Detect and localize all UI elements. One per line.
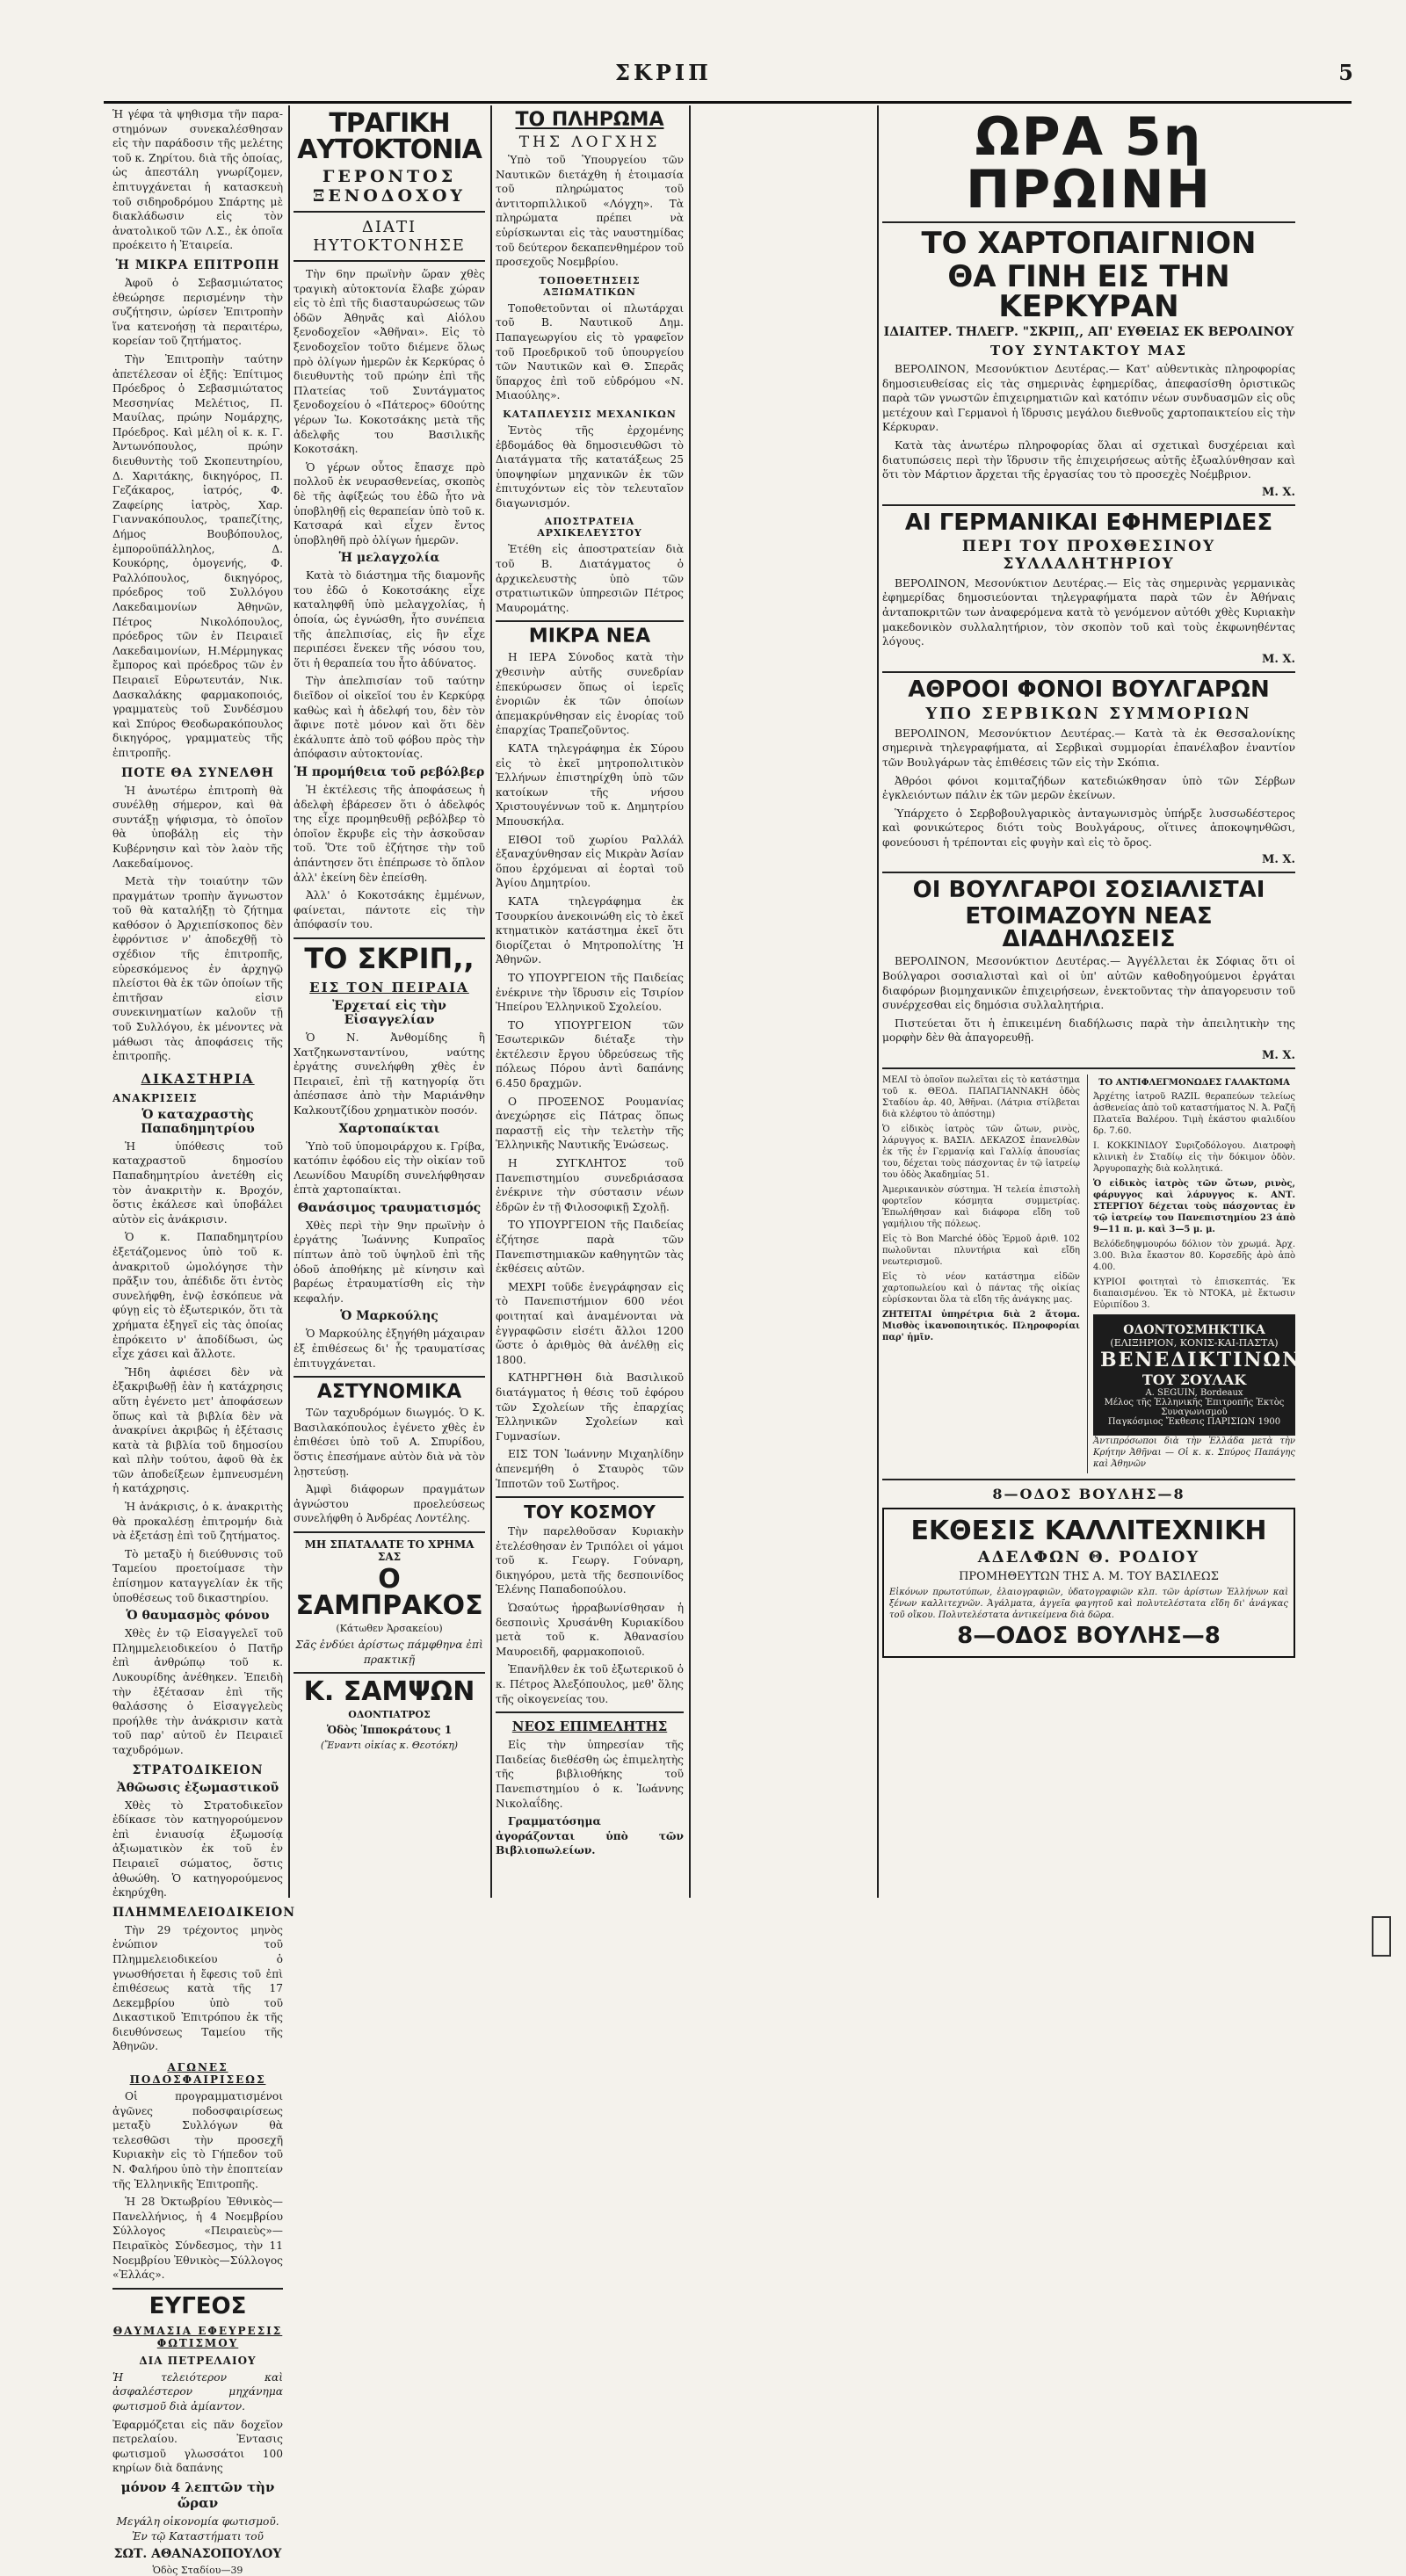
headline: ΤΡΑΓΙΚΗ ΑΥΤΟΚΤΟΝΙΑ bbox=[297, 108, 482, 165]
paragraph: Τὴν 6ην πρωϊνὴν ὥραν χθὲς τραγικὴ αὐτοκτονία ἔλαβε χώραν εἰς τὸ ἐπὶ τῆς διασταυρώσεως τῶν ὁδῶν Ἀθηνᾶς καὶ Αἰόλου ξενοδοχεῖον «Ἀθῆναι». Εἰς τὸ ξενοδοχεῖον τοῦτο διέμενε ὅλως πρὸ ὀλίγων ἡμερῶν ἐκ Κερκύρας ὁ διευθυντὴς τοῦ πρώην ἐπὶ τῆς Πλατείας τοῦ Συντάγματος ξενοδοχείου ὁ «Πάτερος» 60ούτης γέρων Ἰω. Κοκοτσάκης μετὰ τῆς ἀδελφῆς του Βασιλικῆς Κοκοτσάκη. bbox=[294, 268, 485, 456]
headline-sub: ΥΠΟ ΣΕΡΒΙΚΩΝ ΣΥΜΜΟΡΙΩΝ bbox=[925, 704, 1252, 723]
ad-subtitle: (ΕΛΙΞΗΡΙΟΝ, ΚΟΝΙΣ-ΚΑΙ-ΠΑΣΤΑ) bbox=[1110, 1337, 1279, 1350]
paragraph: Χθὲς τὸ Στρατοδικεῖον ἐδίκασε τὸν κατηγορούμενον ἐπὶ ἐνιαυσίᾳ ἐξωμοσίᾳ ἀξιωματικὸν ἐκ τοῦ ἐν Πειραιεῖ σώματος, ὅστις ἀθωώθη. Ὁ κατηγορούμενος ἐκηρύχθη. bbox=[112, 1798, 283, 1899]
address-banner: 8—ΟΔΟΣ ΒΟΥΛΗΣ—8 bbox=[957, 1623, 1221, 1650]
ad-subtitle: ΕΙΣ ΤΟΝ ΠΕΙΡΑΙΑ bbox=[309, 979, 469, 995]
classified-ad: Ἀμερικανικὸν σύστημα. Ἡ τελεία ἐπιστολὴ φορτεῖον κόσμητα συμμετρίας. Ἐπωλήθησαν καὶ διάφορα εἴδη τοῦ γαμήλιου τῆς πόλεως. bbox=[882, 1185, 1080, 1230]
ad-title: ΜΗ ΣΠΑΤΑΛΑΤΕ ΤΟ ΧΡΗΜΑ ΣΑΣ bbox=[304, 1538, 475, 1563]
paragraph: Ὁ Ν. Ἀνθομίδης ἢ Χατζηκωνσταντίνου, ναύτης ἐργάτης συνελήφθη χθὲς ἐν Πειραιεῖ, ἐπὶ τῇ κατηγορίᾳ ὅτι ἀπέσπασε ἀπὸ τὴν Μαριάνθην Καλκουτζίδου χρηματικὸν ποσόν. bbox=[294, 1031, 485, 1117]
divider bbox=[294, 1531, 485, 1533]
caption: Ἡ μελαγχολία bbox=[338, 551, 440, 566]
classified-title: ΤΟ ΑΝΤΙΦΛΕΓΜΟΝΩΔΕΣ ΓΑΛΑΚΤΩΜΑ bbox=[1098, 1078, 1290, 1089]
divider bbox=[496, 1711, 684, 1713]
paragraph: Μετὰ τὴν τοιαύτην τῶν πραγμάτων τροπὴν ἄγνωστον τοῦ θὰ καταλήξῃ τὸ ζήτημα καθόσον ὁ Ἀρχιεπίσκοπος δὲν ἐφρόντισε ν' ἀποδεχθῇ τὸ σχέδιον τῆς ἐπιτροπῆς, εὐρεσκόμενος ἐν ἀρχηγῷ πλείστοι θὰ ἐκ τῶν ὁποίων τῆς ἐπιτῆσαν εἰσιν συνεκινηματίων καλοῦν τῇ τοῦ Συλλόγου, ἐκ μένοντες νὰ μάθωσι τὰς ἀποφάσεις τῆς ἐπιτροπῆς. bbox=[112, 875, 283, 1063]
paragraph: Ἐπανῆλθεν ἐκ τοῦ ἐξωτερικοῦ ὁ κ. Πέτρος Ἀλεξόπουλος, μεθ' ὅλης τῆς οἰκογενείας του. bbox=[496, 1663, 684, 1705]
paragraph: ΤΟ ΥΠΟΥΡΓΕΙΟΝ τῆς Παιδείας ἐνέκρινε τὴν ἵδρυσιν εἰς Τσιρίον Ἡπείρου Ἑλληνικοῦ Σχολείου. bbox=[496, 971, 684, 1014]
paragraph: Πιστεύεται ὅτι ἡ ἐπικειμένη διαδήλωσις παρὰ τὴν ἀπειλητικὴν της μορφὴν δὲν θὰ ἀπαγορευθῇ. bbox=[882, 1017, 1295, 1045]
headline-sub: ΓΕΡΟΝΤΟΣ ΞΕΝΟΔΟΧΟΥ bbox=[313, 167, 466, 206]
ad-name: Κ. ΣΑΜΨΩΝ bbox=[303, 1676, 475, 1708]
ad-subtitle: ΤΟΥ ΣΟΥΛΑΚ bbox=[1141, 1371, 1247, 1389]
section-heading: Ἡ ΜΙΚΡΑ ΕΠΙΤΡΟΠΗ bbox=[115, 257, 280, 272]
classified-ad: ΖΗΤΕΙΤΑΙ ὑπηρέτρια διὰ 2 ἄτομα. Μισθὸς ἱκανοποιητικός. Πληροφορίαι παρ' ἡμῖν. bbox=[882, 1310, 1080, 1343]
divider bbox=[294, 1376, 485, 1378]
divider bbox=[496, 620, 684, 622]
column-divider bbox=[490, 105, 492, 1898]
ad-brand: ΒΕΝΕΔΙΚΤΙΝΩΝ bbox=[1100, 1349, 1302, 1372]
paragraph: Γραμματόσημα ἀγοράζονται ὑπὸ τῶν Βιβλιοπωλείων. bbox=[496, 1815, 684, 1857]
divider bbox=[882, 872, 1295, 873]
caption: Ὁ Μαρκούλης bbox=[340, 1309, 438, 1324]
paragraph: Τῶν ταχυδρόμων διωγμός. Ὁ Κ. Βασιλακόπουλος ἐγένετο χθὲς ἐν ἐπιθέσει ὑπὸ τοῦ Α. Σπυρίδου, ὅστις ἐπεσήμανε αὐτὸν διὰ νὰ τὸν λῃστεύσῃ. bbox=[294, 1407, 485, 1478]
subsection-heading: ΑΝΑΚΡΙΣΕΙΣ bbox=[112, 1091, 198, 1104]
ad-title: ΕΥΓΕΟΣ bbox=[149, 2292, 247, 2319]
section-heading: ΑΣΤΥΝΟΜΙΚΑ bbox=[316, 1381, 462, 1404]
section-heading: ΠΟΤΕ ΘΑ ΣΥΝΕΛΘΗ bbox=[121, 765, 274, 780]
paragraph: ΚΑΤΑ τηλεγράφημα ἐκ Σύρου εἰς τὸ ἐκεῖ μητροπολιτικὸν Ἑλλήνων ἐπιστηρίχθη ὑπὸ τῶν κατοίκων τῆς νήσου Χριστουγέννων τοῦ κ. Δημητρίου Μπουσκήλα. bbox=[496, 742, 684, 828]
section-heading: ΤΟΠΟΘΕΤΗΣΕΙΣ ΑΞΙΩΜΑΤΙΚΩΝ bbox=[539, 274, 641, 298]
paragraph: ΚΑΤΗΡΓΗΘΗ διὰ Βασιλικοῦ διατάγματος ἡ θέσις τοῦ ἐφόρου τῶν Σχολείων τῆς ἐπαρχίας Ἑλληνικῶν Σχολείων καὶ Γυμνασίων. bbox=[496, 1371, 684, 1443]
classified-ads bbox=[882, 1075, 1302, 1473]
column-divider bbox=[877, 105, 879, 1898]
section-heading: ΝΕΟΣ ΕΠΙΜΕΛΗΤΗΣ bbox=[511, 1719, 668, 1735]
paragraph: Η ΣΥΓΚΛΗΤΟΣ τοῦ Πανεπιστημίου συνεδριάσασα ἐνέκρινε τὴν σύστασιν νέων ἐδρῶν ἐν τῇ Φιλοσοφικῇ Σχολῇ. bbox=[496, 1157, 684, 1213]
classified-left bbox=[882, 1075, 1080, 1473]
paragraph: ΕΙΘΟΙ τοῦ χωρίου Ραλλάλ ἐξαναχύνθησαν εἰς Μικρὰν Ἀσίαν ὅπου ἐρχόμεναι αἱ ἑορταὶ τοῦ Ἀγίου Δημητρίου. bbox=[496, 833, 684, 890]
classified-ad: Εἰς τὸ Bon Marché ὁδὸς Ἑρμοῦ ἀριθ. 102 πωλοῦνται πλυντήρια καὶ εἴδη νεωτερισμοῦ. bbox=[882, 1234, 1080, 1268]
paragraph: Ὁ γέρων οὗτος ἔπασχε πρὸ πολλοῦ ἐκ νευρασθενείας, σκοπὸς δὲ τῆς ἀφίξεώς του ἐδῶ ἦτο νὰ ὑποβληθῇ εἰς θεραπείαν ὑπὸ τοῦ κ. Κατσαρά καὶ εἶχεν ἔντος ὑποβληθῆ πρὸ ὀλίγων ἡμερῶν. bbox=[294, 460, 485, 546]
paragraph: ΒΕΡΟΛΙΝΟΝ, Μεσονύκτιον Δευτέρας.— Εἰς τὰς σημερινὰς γερμανικὰς ἐφημερίδας δημοσιεύονται τηλεγραφήματα παρὰ τῶν ἐν Ἀθήναις ἀνταποκριτῶν των ἀναφερόμενα κατὰ τὸ γενόμενον αὐτόθι χθὲς Κυριακὴν μακεδονικὸν συλλαλητήριον, τὸν σκοπὸν τοῦ καὶ τοὺς ἐκφωνηθέντας λόγους. bbox=[882, 576, 1295, 648]
paragraph: Ἤδη ἀφιέσει δὲν νὰ ἐξακριβωθῇ ἐὰν ἡ κατάχρησις αὕτη ἐγένετο μετ' ἀποφάσεων ὅπως καὶ τὰ βιβλία δὲν νὰ ἀνακρίνει ἀκριβῶς ἡ ἐξέτασις κατὰ τὰ βιβλία τοῦ δημοσίου καὶ πλὴν τούτου, ἀφοῦ θὰ ἐκ τῶν ἀποδείξεων ἐμπνευσμένη ἡ κατάχρησις. bbox=[112, 1365, 283, 1495]
headline-sub: ΔΙΑΤΙ ΗΥΤΟΚΤΟΝΗΣΕ bbox=[313, 218, 466, 255]
ad-address: (Ἔναντι οἰκίας κ. Θεοτόκη) bbox=[320, 1740, 459, 1752]
ad-address: Ὁδὸς Σταδίου—39 bbox=[152, 2565, 243, 2576]
divider bbox=[294, 1672, 485, 1674]
headline-sub: ΤΟΥ ΣΥΝΤΑΚΤΟΥ ΜΑΣ bbox=[989, 343, 1188, 358]
paragraph: Ἀλλ' ὁ Κοκοτσάκης ἐμμένων, φαίνεται, πάντοτε εἰς τὴν ἀπόφασίν του. bbox=[294, 889, 485, 931]
paragraph: ΜΕΧΡΙ τοῦδε ἐνεγράφησαν εἰς τὸ Πανεπιστήμιον 600 νέοι φοιτηταί καὶ ἀναμένονται νὰ ἐγγραφῶσιν εἰσέτι ἄλλοι 1200 ὥστε ὁ ἀριθμὸς θὰ ἀνέλθῃ εἰς 1800. bbox=[496, 1280, 684, 1366]
paragraph: Χθὲς περὶ τὴν 9ην πρωϊνὴν ὁ ἐργάτης Ἰωάννης Κυπραῖος πίπτων ἀπὸ τοῦ ὑψηλοῦ ἐπὶ τῆς ὁδοῦ ἀποθήκης μὲ κίνησιν καὶ βαρέως ἐτραυματίσθη εἰς τὴν κεφαλήν. bbox=[294, 1219, 485, 1305]
section-heading: ΣΤΡΑΤΟΔΙΚΕΙΟΝ bbox=[132, 1762, 264, 1777]
divider bbox=[882, 1479, 1295, 1480]
ad-subtitle: Α. SEGUIN, Bordeaux bbox=[1145, 1388, 1243, 1399]
ad-subtitle: ΟΔΟΝΤΙΑΤΡΟΣ bbox=[348, 1709, 431, 1721]
column-3 bbox=[496, 107, 684, 1899]
section-heading: ΔΙΚΑΣΤΗΡΙΑ bbox=[141, 1070, 255, 1087]
caption: Χαρτοπαίκται bbox=[338, 1121, 440, 1136]
page-number: 5 bbox=[1338, 60, 1353, 85]
caption: Ἡ προμήθεια τοῦ ρεβόλβερ bbox=[294, 765, 485, 779]
paragraph: Εἰς τὴν ὑπηρεσίαν τῆς Παιδείας διεθέσθη ὡς ἐπιμελητὴς τῆς βιβλιοθήκης τοῦ Πανεπιστημίου ὁ κ. Ἰωάννης Νικολαΐδης. bbox=[496, 1739, 684, 1810]
masthead bbox=[0, 60, 1406, 98]
paragraph: Οἱ προγραμματισμένοι ἀγῶνες ποδοσφαιρίσεως μεταξὺ Συλλόγων θὰ τελεσθῶσι τὴν προσεχῆ Κυριακὴν εἰς τὸ Γήπεδον τοῦ Ν. Φαλήρου ὑπὸ τὴν ἐποπτείαν τῆς Ἑλληνικῆς Ἐπιτροπῆς. bbox=[112, 2090, 283, 2190]
ad-subtitle: (Κάτωθεν Ἀρσακείου) bbox=[336, 1622, 443, 1634]
paragraph: Ἀθρόοι φόνοι κομιταζήδων κατεδιώκθησαν ὑπὸ τῶν Σέρβων ἐγκλειόντων πάλιν ἐκ τῶν μερῶν ἐκείνων. bbox=[882, 774, 1295, 802]
paragraph: ΤΟ ΥΠΟΥΡΓΕΙΟΝ τῆς Παιδείας ἐζήτησε παρὰ τῶν Πανεπιστημιακῶν καθηγητῶν τὰς ἐκθέσεις αὐτῶν. bbox=[496, 1219, 684, 1276]
classified-ad: Ὁ εἰδικὸς ἰατρὸς τῶν ὤτων, ρινὸς, φάρυγγος καὶ λάρυγγος κ. ΑΝΤ. ΣΤΕΡΓΙΟΥ δέχεται τοὺς πάσχοντας ἐν τῷ ἰατρείῳ του Πανεπιστημίου 23 ἀπὸ 9—11 π. μ. καὶ 3—5 μ. μ. bbox=[1093, 1179, 1295, 1235]
headline-sub: ΤΟ ΧΑΡΤΟΠΑΙΓΝΙΟΝ bbox=[921, 226, 1257, 261]
column-1 bbox=[112, 107, 296, 2576]
paragraph: ΒΕΡΟΛΙΝΟΝ, Μεσονύκτιον Δευτέρας.— Κατὰ τὰ ἐκ Θεσσαλονίκης σημερινὰ τηλεγραφήματα, αἱ Σερβικαὶ συμμορίαι ἐπανέλαβον ἐναντίον τῶν Βουλγάρων τὰς ἐπιθέσεις τῶν εἰς τὴν Σκόπια. bbox=[882, 727, 1295, 769]
ad-address: Ὁδὸς Ἱπποκράτους 1 bbox=[326, 1724, 453, 1737]
paragraph: Ἡ ἀνωτέρω ἐπιτροπὴ θὰ συνέλθῃ σήμερον, καὶ θὰ συντάξῃ ψήφισμα, τὸ ὁποῖον θὰ ὑποβάλῃ εἰς τὴν Κυβέρνησιν καὶ τὸν λαὸν τῆς Λακεδαίμονος. bbox=[112, 784, 283, 870]
section-heading: ΜΙΚΡΑ ΝΕΑ bbox=[528, 626, 651, 648]
classified-ad: Ὁ εἰδικὸς ἰατρὸς τῶν ὤτων, ρινὸς, λάρυγγος κ. ΒΑΣΙΛ. ΔΕΚΑΖΟΣ ἐπανελθὼν ἐκ τῆς ἐν Γερμανίᾳ καὶ Γαλλίᾳ ἀπουσίας του, δέχεται τοὺς πάσχοντας ἐν τῷ ἰατρείῳ του ὁδὸς Ἀκαδημίας 51. bbox=[882, 1125, 1080, 1181]
ad-subtitle: ΑΔΕΛΦΩΝ Θ. ΡΟΔΙΟΥ bbox=[977, 1548, 1200, 1567]
divider bbox=[882, 504, 1295, 506]
paragraph: Ὑπὸ τοῦ Ὑπουργείου τῶν Ναυτικῶν διετάχθη ἡ ἑτοιμασία τοῦ πληρώματος τοῦ ἀντιτορπιλλικοῦ «Λόγχη». Τὰ πληρώματα πρέπει νὰ εὑρίσκωνται εἰς τὰς ναυστημίδας τοῦ δεύτερον δεκαπενθημέρον τοῦ προσεχοῦς Νοεμβρίου. bbox=[496, 154, 684, 269]
divider bbox=[496, 1496, 684, 1498]
classified-ad: ΚΥΡΙΟΙ φοιτηταὶ τὸ ἐπισκεπτάς. Ἐκ διαπαισμένου. Ἐκ τὸ ΝΤΟΚΑ, μὲ ἔκτωσιν Εὐριπίδου 3. bbox=[1093, 1277, 1295, 1311]
paragraph: ΒΕΡΟΛΙΝΟΝ, Μεσονύκτιον Δευτέρας.— Κατ' αὐθεντικὰς πληροφορίας δημοσιευθείσας εἰς τὰς σημερινὰς ἐφημερίδας, ἀπεφασίσθη ὁριστικῶς παρὰ τῶν γνωστῶν ἐπιχειρηματιῶν καὶ κατόπιν νέων συνδυασμῶν εἰς οὓς μετέχουν καὶ Γερμανοὶ ἡ ἵδρυσις μεγάλου διεθνοῦς χαρτοπαικτείου εἰς τὴν Κέρκυραν. bbox=[882, 363, 1295, 434]
divider bbox=[882, 221, 1295, 223]
paragraph: Χθὲς ἐν τῷ Εἰσαγγελεῖ τοῦ Πλημμελειοδικείου ὁ Πατῆρ ἐπὶ ἀνθρώπῳ τοῦ κ. Λυκουρίδης ἀνέθηκεν. Ἐπειδὴ τὴν ἐξέτασαν ἐπὶ τῆς θαλάσσης ὁ Εἰσαγγελεὺς προήλθε τὴν ἀνάκρισιν κατὰ τοῦ παρ' αὐτοῦ ἐν Πειραιεῖ ταχυδρόμων. bbox=[112, 1627, 283, 1756]
paragraph: Ἐτέθη εἰς ἀποστρατείαν διὰ τοῦ Β. Διατάγματος ὁ ἀρχικελευστὴς ὑπὸ τῶν στρατιωτικῶν ὑπηρεσιῶν Πέτρος Μαυρομάτης. bbox=[496, 543, 684, 614]
section-heading: ΚΑΤΑΠΛΕΥΣΙΣ ΜΕΧΑΝΙΚΩΝ bbox=[503, 408, 677, 420]
divider bbox=[294, 937, 485, 939]
paragraph: Ὑπὸ τοῦ ὑπομοιράρχου κ. Γρίβα, κατόπιν ἐφόδου εἰς τὴν οἰκίαν τοῦ Λεωνίδου Μαυρίδη συνελήφθησαν ἑπτὰ χαρτοπαίκται. bbox=[294, 1140, 485, 1197]
classified-ad: ΜΕΛΙ τὸ ὁποῖον πωλεῖται εἰς τὸ κατάστημα τοῦ κ. ΘΕΟΔ. ΠΑΠΑΓΙΑΝΝΑΚΗ ὁδὸς Σταδίου ἀρ. 40, Ἀθῆναι. (Λάτρια στίλβεται διὰ κλέφτου τὸ ἀπόστημ) bbox=[882, 1075, 1080, 1120]
paragraph: ΕΙΣ ΤΟΝ Ἰωάννην Μιχαηλίδην ἀπενεμήθη ὁ Σταυρὸς τῶν Ἱπποτῶν τοῦ Σωτῆρος. bbox=[496, 1448, 684, 1490]
paragraph: Ἀφοῦ ὁ Σεβασμιώτατος ἐθεώρησε περισμένην τὴν συζήτησιν, ὡρίσεν Ἐπιτροπὴν ἵνα κατενοήσῃ τὰ περαιτέρω, κορείαν τοῦ ζητήματος. bbox=[112, 276, 283, 348]
divider bbox=[294, 260, 485, 262]
signature: Μ. Χ. bbox=[1261, 485, 1295, 499]
signature: Μ. Χ. bbox=[1261, 652, 1295, 666]
headline-sub: ΘΑ ΓΙΝΗ ΕΙΣ ΤΗΝ ΚΕΡΚΥΡΑΝ bbox=[947, 259, 1230, 324]
signature: Μ. Χ. bbox=[1261, 853, 1295, 867]
headline-sub: ΙΔΙΑΙΤΕΡ. ΤΗΛΕΓΡ. "ΣΚΡΙΠ,, ΑΠ' ΕΥΘΕΙΑΣ ΕΚ ΒΕΡΟΛΙΝΟΥ bbox=[883, 325, 1294, 339]
classified-right bbox=[1087, 1075, 1302, 1473]
paragraph: ΤΟ ΥΠΟΥΡΓΕΙΟΝ τῶν Ἐσωτερικῶν διέταξε τὴν ἐκτέλεσιν ἔργου ὑδρεύσεως τῆς πόλεως Πόρου ἀντὶ δαπάνης 6.450 δραχμῶν. bbox=[496, 1018, 684, 1090]
ad-text: Εἰκόνων πρωτοτύπων, ἐλαιογραφιῶν, ὑδατογραφιῶν κλπ. τῶν ἀρίστων Ἐλλήνων καὶ ξένων καλλιτεχνῶν. Ἀγάλματα, ἀγγεῖα φαγητοῦ καὶ πολυτελέστατα εἴδη δι' ἀνάγκας τοῦ οἴκου. Πολυτελέστατα ἀντικείμενα διὰ δῶρα. bbox=[889, 1588, 1288, 1621]
ad-text: Μεγάλη οἰκονομία φωτισμοῦ. Ἐν τῷ Καταστήματι τοῦ bbox=[116, 2514, 279, 2543]
masthead-title: ΣΚΡΙΠ bbox=[615, 60, 712, 85]
paragraph: ΚΑΤΑ τηλεγράφημα ἐκ Τσουρκίου ἀνεκοινώθη εἰς τὸ ἐκεῖ κτηματικὸν κατάστημα ἐκεῖ ὅτι διορίζεται ὁ Μητροπολίτης Ἡ Ἀθηνῶν. bbox=[496, 894, 684, 966]
section-heading: ΠΛΗΜΜΕΛΕΙΟΔΙΚΕΙΟΝ bbox=[112, 1905, 296, 1920]
divider bbox=[112, 2288, 283, 2290]
headline: ΩΡΑ 5η ΠΡΩΙΝΗ bbox=[966, 106, 1212, 221]
paragraph: Ἡ ἀνάκρισις, ὁ κ. ἀνακριτὴς θὰ προκαλέσῃ ἐπιτρομήν διὰ νὰ ἐξετάσῃ ἐπὶ τοῦ ζητήματος. bbox=[112, 1501, 283, 1543]
section-heading: ΑΠΟΣΤΡΑΤΕΙΑ ΑΡΧΙΚΕΛΕΥΣΤΟΥ bbox=[537, 516, 642, 539]
caption: Ἐρχεταί εἰς τὴν Εἰσαγγελίαν bbox=[332, 998, 446, 1027]
paragraph: ΒΕΡΟΛΙΝΟΝ, Μεσονύκτιον Δευτέρας.— Ἀγγέλλεται ἐκ Σόφιας ὅτι οἱ Βούλγαροι σοσιαλισταὶ καὶ οἱ ὑπ' αὐτῶν καθοδηγούμενοι ἐργάται διαφόρων βιομηχανικῶν ἐπιχειρήσεων, ἐνεκτοῦντας τὴν ἀπαγορευσιν τοῦ συνέρχεσθαι εἰς δημόσια συλλαλητήρια. bbox=[882, 955, 1295, 1012]
signature: Μ. Χ. bbox=[1261, 1049, 1295, 1063]
top-rule bbox=[104, 101, 1352, 104]
paragraph: Ὁ κ. Παπαδημητρίου ἐξετάζομενος ὑπὸ τοῦ κ. ἀνακριτοῦ ὡμολόγησε τὴν πρᾶξιν του, ἀπέδιδε ὅτι ἐντὸς συνελήφθη, ἐνῷ ἐσκόπευε νὰ φύγῃ εἰς τὸ ἐξωτερικόν, ὅτι τὰ χρήματα ἐξηγεῖ εἰς τὰς ὁποίας ἐπρόκειτο ν' ἀποδίδωσι, ὡς εἶχε χάσει καὶ ἄλλοτε. bbox=[112, 1231, 283, 1361]
address-banner: 8—ΟΔΟΣ ΒΟΥΛΗΣ—8 bbox=[992, 1486, 1185, 1503]
section-heading: ΤΟΥ ΚΟΣΜΟΥ bbox=[524, 1501, 656, 1523]
ad-text: Σᾶς ἐνδύει ἀρίστως πάμφθηνα ἐπὶ πρακτικῇ bbox=[295, 1638, 483, 1666]
paragraph: Ὑπάρχετο ὁ Σερβοβουλγαρικὸς ἀνταγωνισμὸς ὑπήρξε λυσσωδέστερος καὶ φονικώτερος διότι τοὺς Βουλγάρους, οἵτινες ἀποκοψηνθῶσι, φονεύουσι ἡ τρέπονται εἰς φυγὴν καὶ εἰς τὸ ὄρος. bbox=[882, 807, 1295, 849]
intro-paragraph: Ἡ γέφα τὰ ψηθισμα τῆν παρα-στημόνων συνεκαλέσθησαν εἰς τὴν παράδοσιν τῆς μελέτης τοῦ κ. Ζηρίτου. διὰ τῆς ὁποίας, ὡς ἀπεστάλη γνωρίζομεν, ἐπιτυγχάνεται ἡ κατασκευὴ τοῦ σιδηροδρόμου Σπάρτης μὲ διακλάδωσιν εἰς τὸν ἀνατολικοῦ τῶν Λ.Σ., ἐκ ὁποῖα προέκειτο ἡ Ἐταιρεία. bbox=[112, 108, 283, 252]
caption: Ὁ καταχραστὴς Παπαδημητρίου bbox=[141, 1107, 255, 1136]
caption: Ἀθῶωσις ἐξωμαστικοῦ bbox=[116, 1780, 279, 1795]
column-4 bbox=[882, 106, 1302, 1899]
classified-ad: Βελόδεδηψμουρόω δόλιον τὸν χρωμά. Ἀρχ. 3.00. Βιλα ἔκαστον 80. Κορσεδῆς ἀρὸ ἀπὸ 4.00. bbox=[1093, 1240, 1295, 1273]
headline: ΕΤΟΙΜΑΖΟΥΝ ΝΕΑΣ ΔΙΑΔΗΛΩΣΕΙΣ bbox=[965, 903, 1213, 953]
paragraph: Ἡ ἐκτέλεσις τῆς ἀποφάσεως ἡ ἀδελφὴ ἐβάρεσεν ὅτι ὁ ἀδελφός της εἶχε προμηθευθῇ ρεβόλβερ τὸ ὁποῖον ἔκρυβε εἰς τὴν ἀσκοῦσαν τοῦ. Ὅτε τοῦ ἐζήτησε τὴν τοῦ ἀπάντησεν ὅτι ἐπέπρωσε τὸ ὅπλον ἀλλ' ἐκείνη δὲν ἐπείσθη. bbox=[294, 784, 485, 884]
paragraph: Ο ΠΡΟΞΕΝΟΣ Ρουμανίας ἀνεχώρησε εἰς Πάτρας ὅπως παραστῇ εἰς τὴν τελετὴν τῆς Ἑλληνικῆς Ναυτικῆς Ἑνώσεως. bbox=[496, 1095, 684, 1152]
paragraph: Ἡ 28 Ὀκτωβρίου Ἐθνικὸς—Πανελλήνιος, ἡ 4 Νοεμβρίου Σύλλογος «Πειραιεὺς»—Πειραϊκὸς Σύνδεσμος, τὴν 11 Νοεμβρίου Ἐθνικὸς—Σύλλογος «Ἑλλάς». bbox=[112, 2196, 283, 2282]
ad-name: ΣΩΤ. ΑΘΑΝΑΣΟΠΟΥΛΟΥ bbox=[113, 2547, 282, 2562]
divider bbox=[294, 211, 485, 213]
ad-subtitle: Μέλος τῆς Ἑλληνικῆς Ἐπιτροπῆς Ἐκτὸς Συναγωνισμοῦ bbox=[1104, 1398, 1285, 1418]
headline: ΤΟ ΠΛΗΡΩΜΑ bbox=[515, 109, 664, 131]
ad-text: Ἐφαρμόζεται εἰς πᾶν δοχεῖον πετρελαίου. Ἐντασις φωτισμοῦ γλωσσάτοι 100 κηρίων διὰ δαπάνης bbox=[112, 2418, 283, 2475]
headline: ΑΙ ΓΕΡΜΑΝΙΚΑΙ ΕΦΗΜΕΡΙΔΕΣ bbox=[904, 509, 1273, 536]
paragraph: Ἐντὸς τῆς ἐρχομένης ἑβδομάδος θὰ δημοσιευθῶσι τὸ Διατάγματα τῆς κατατάξεως 25 ὑποψηφίων μηχανικῶν ἐκ τῶν ἐπιτυχόντων εἰς τὸν τελευταῖον διαγωνισμόν. bbox=[496, 423, 684, 510]
caption: Θανάσιμος τραυματισμός bbox=[297, 1200, 482, 1215]
paragraph: Ἡ ὑπόθεσις τοῦ καταχραστοῦ δημοσίου Παπαδημητρίου ἀνετέθη εἰς τὸν ἀνακριτὴν κ. Βροχόν, ὅστις ἐκάλεσε καὶ ὑποβάλει αὐτὸν εἰς ἀνάκρισιν. bbox=[112, 1140, 283, 1226]
ad-title: ΕΚΘΕΣΙΣ ΚΑΛΛΙΤΕΧΝΙΚΗ bbox=[910, 1516, 1267, 1547]
ad-title: ΤΟ ΣΚΡΙΠ,, bbox=[304, 941, 475, 975]
headline: ΑΘΡΟΟΙ ΦΟΝΟΙ ΒΟΥΛΓΑΡΩΝ bbox=[908, 676, 1270, 703]
headline-sub: ΤΗΣ ΛΟΓΧΗΣ bbox=[518, 134, 661, 151]
ad-subtitle: Παγκόσμιος Ἔκθεσις ΠΑΡΙΣΙΩΝ 1900 bbox=[1107, 1417, 1281, 1428]
headline-sub: ΠΕΡΙ ΤΟΥ ΠΡΟΧΘΕΣΙΝΟΥ ΣΥΛΛΑΛΗΤΗΡΙΟΥ bbox=[961, 537, 1216, 573]
section-heading: ΑΓΩΝΕΣ ΠΟΔΟΣΦΑΙΡΙΣΕΩΣ bbox=[129, 2061, 266, 2087]
paragraph: Ὡσαύτως ἠρραβωνίσθησαν ἡ δεσποινὶς Χρυσάνθη Κυριακίδου μετὰ τοῦ κ. Ἀθανασίου Μαυροειδῆ, φαρμακοποιοῦ. bbox=[496, 1602, 684, 1658]
paragraph: Ἀμφὶ διάφορων πραγμάτων ἀγνώστου προελεύσεως συνελήφθη ὁ Ἀνδρέας Λοντέλης. bbox=[294, 1483, 485, 1525]
toothpaste-ad bbox=[1093, 1314, 1302, 1436]
ad-highlight: μόνον 4 λεπτῶν τὴν ὥραν bbox=[120, 2478, 275, 2511]
column-divider bbox=[689, 105, 691, 1898]
classified-ad: Ἀρχέτης ἰατροῦ RAZIL θεραπεύων τελείως ἀσθενείας ἀπὸ τοῦ καταστήματος Ν. Ἀ. Ραζῆ Πλατεῖα Βαλέρου. Τιμὴ ἑκάστου φιαλιδίου δρ. 7.60. bbox=[1093, 1092, 1295, 1137]
paragraph: Τὴν 29 τρέχοντος μηνὸς ἐνώπιον τοῦ Πλημμελειοδικείου ὁ γνωσθήσεται ἡ ἔφεσις τοῦ ἐπὶ ἐπιθέσεως κατὰ τῆς 17 Δεκεμβρίου ὑπὸ τοῦ Δικαστικοῦ Ἐπιτρόπου ἐκ τῆς διευθύνσεως Ταμείου τῆς Ἀθηνῶν. bbox=[112, 1923, 283, 2053]
ad-text: Ἡ τελειότερον καὶ ἀσφαλέστερον μηχάνημα φωτισμοῦ διὰ ἀμίαντον. bbox=[112, 2370, 283, 2413]
column-2 bbox=[294, 107, 485, 1899]
ad-name: Ο ΣΑΜΠΡΑΚΟΣ bbox=[295, 1563, 483, 1621]
column-divider bbox=[288, 105, 290, 1898]
margin-mark-icon bbox=[1371, 1915, 1392, 1957]
classified-ad: Εἰς τὸ νέον κατάστημα εἰδῶν χαρτοπωλείου καὶ ὁ πάντας τῆς οἰκίας εὑρίσκονται ὅλα τὰ εἴδη τῆς ἀνάγκης μας. bbox=[882, 1272, 1080, 1306]
paragraph: Ὁ Μαρκούλης ἐξηγήθη μάχαιραν ἐξ ἐπιθέσεως δι' ἧς τραυματίσας ἐπιτυγχάνεται. bbox=[294, 1328, 485, 1370]
paragraph: Τὸ μεταξὺ ἡ διεύθυνσις τοῦ Ταμείου προετοίμασε τὴν ἐπίσημον καταγγελίαν ἐκ τῆς ὑποθέσεως τοῦ δικαστηρίου. bbox=[112, 1547, 283, 1604]
exhibition-ad bbox=[882, 1508, 1295, 1658]
divider bbox=[882, 1067, 1295, 1069]
paragraph: Τοποθετοῦνται οἱ πλωτάρχαι τοῦ Β. Ναυτικοῦ Δημ. Παπαγεωργίου εἰς τὸ γραφεῖον τοῦ Προεδρικοῦ τοῦ ὑπουργείου τῶν Ναυτικῶν καὶ Θ. Σπερᾶς ὕπαρχος ἐπὶ τοῦ εὐδρόμου «Ν. Μιαούλης». bbox=[496, 301, 684, 402]
ad-subtitle: ΘΑΥΜΑΣΙΑ ΕΦΕΥΡΕΣΙΣ ΦΩΤΙΣΜΟΥ bbox=[112, 2324, 283, 2349]
caption: Ὁ θαυμασμὸς φόνου bbox=[126, 1609, 270, 1624]
divider bbox=[882, 671, 1295, 673]
ad-subtitle: ΠΡΟΜΗΘΕΥΤΩΝ ΤΗΣ Α. Μ. ΤΟΥ ΒΑΣΙΛΕΩΣ bbox=[959, 1570, 1219, 1584]
paragraph: Κατὰ τὰς ἀνωτέρω πληροφορίας ὅλαι αἱ σχετικαὶ δυσχέρειαι καὶ διατυπώσεις περὶ τὴν ἵδρυσιν τῆς ἐπιχειρήσεως αὐτῆς ἐξωαλύνθησαν καὶ ὅτι τὸν Μάρτιον ἄρχεται τῆς ἐργασίας του τὸ προσεχὲς Νοέμβριον. bbox=[882, 438, 1295, 481]
paragraph: Η ΙΕΡΑ Σύνοδος κατὰ τὴν χθεσινὴν αὐτῆς συνεδρίαν ἐπεκύρωσεν ὅπως οἱ ἱερεῖς ἐνοριῶν ἐκ τῶν ὁποίων ἀπεμακρύνθησαν εἰς ἐνορίας τοῦ ἐπαρχίας Τραπεζοῦντος. bbox=[496, 651, 684, 737]
classified-ad: Ι. ΚΟΚΚΙΝΙΔΟΥ Συριζοδόλογου. Διατροφὴ κλινικὴ ἐν Σταδίῳ εἰς τὴν δόκιμον ὁδὸν. Ἀργυροπαχὴς διὰ κολλητικά. bbox=[1093, 1141, 1295, 1175]
ad-title: ΟΔΟΝΤΟΣΜΗΚΤΙΚΑ bbox=[1123, 1323, 1265, 1338]
paragraph: Τὴν Ἐπιτροπὴν ταύτην ἀπετέλεσαν οἱ ἑξῆς: Ἐπίτιμος Πρόεδρος ὁ Σεβασμιώτατος Μεσσηνίας Μελέτιος, Π. Μαυίλας, πρώην Νομάρχης, Πρόεδρος. Καὶ μέλη οἱ κ. κ. Γ. Ἀντωνόπουλος, πρώην διευθυντὴς τοῦ Σκοπευτηρίου, Δ. Χαριτάκης, δικηγόρος, Π. Γεζάκαρος, ἰατρός, Φ. Ζαφείρης ἰατρὸς, Χαρ. Γιαννακόπουλος, τραπεζίτης, Δήμος Βουβόπουλος, ἐμποροϋπάλληλος, Δ. Κουκόρης, ὁμογενής, Φ. Ραλλόπουλος, δικηγόρος, πρόεδρος τοῦ Συλλόγου Λακεδαιμονίων Ἀθηνῶν, Πέτρος Νικολόπουλος, πρόεδρος τῶν ἐν Πειραιεῖ Λακεδαιμονίων, Η.Μέρμηγκας ἔμπορος καὶ πρόεδρος τῶν ἐν Πειραιεῖ Εὐρωτευτάν, Νικ. Δασκαλάκης φαρμακοποιός, γραμματεὺς τοῦ Συνδέσμου καὶ Σπύρος Θεοδωρακόπουλος δικηγόρος, γραμματεὺς τῆς ἐπιτροπῆς. bbox=[112, 352, 283, 759]
ad-subtitle: ΔΙΑ ΠΕΤΡΕΛΑΙΟΥ bbox=[139, 2354, 257, 2367]
paragraph: Τὴν παρελθοῦσαν Κυριακὴν ἐτελέσθησαν ἐν Τριπόλει οἱ γάμοι τοῦ κ. Γεωργ. Γούναρη, δικηγόρου, μετὰ τῆς δεσποινίδος Ἑλένης Παπαδοπούλου. bbox=[496, 1525, 684, 1596]
paragraph: Τὴν ἀπελπισίαν τοῦ ταύτην διεῖδον οἱ οἰκεῖοί του ἐν Κερκύρᾳ καθὼς καὶ ἡ ἀδελφή του, δὲν τὸν ἄφινε ποτὲ μόνον καὶ ὅτι δὲν ἐκάλυπτε ἀπὸ τοῦ φόβου πρὸς τὴν ἀπόφασιν αὐτοκτονίας. bbox=[294, 675, 485, 761]
classified-ad: Ἀντιπρόσωποι διὰ τὴν Ἑλλάδα μετὰ τὴν Κρήτην Ἀθῆναι — Οἱ κ. κ. Σπύρος Παπάγης καὶ Ἀθηνῶν bbox=[1093, 1436, 1295, 1470]
paragraph: Κατὰ τὸ διάστημα τῆς διαμονῆς του ἐδῶ ὁ Κοκοτσάκης εἶχε καταληφθῆ ὑπὸ μελαγχολίας, ἡ ὁποία, ὡς ἐγνώσθη, ἦτο συνέπεια τῆς ἀπελπισίας, εἰς ἣν εἶχε περιπέσει ἕνεκεν τῆς νόσου του, ὅτι ἡ θεραπεία του ἦτο ἀδύνατος. bbox=[294, 569, 485, 669]
headline: ΟΙ ΒΟΥΛΓΑΡΟΙ ΣΟΣΙΑΛΙΣΤΑΙ bbox=[912, 877, 1265, 904]
